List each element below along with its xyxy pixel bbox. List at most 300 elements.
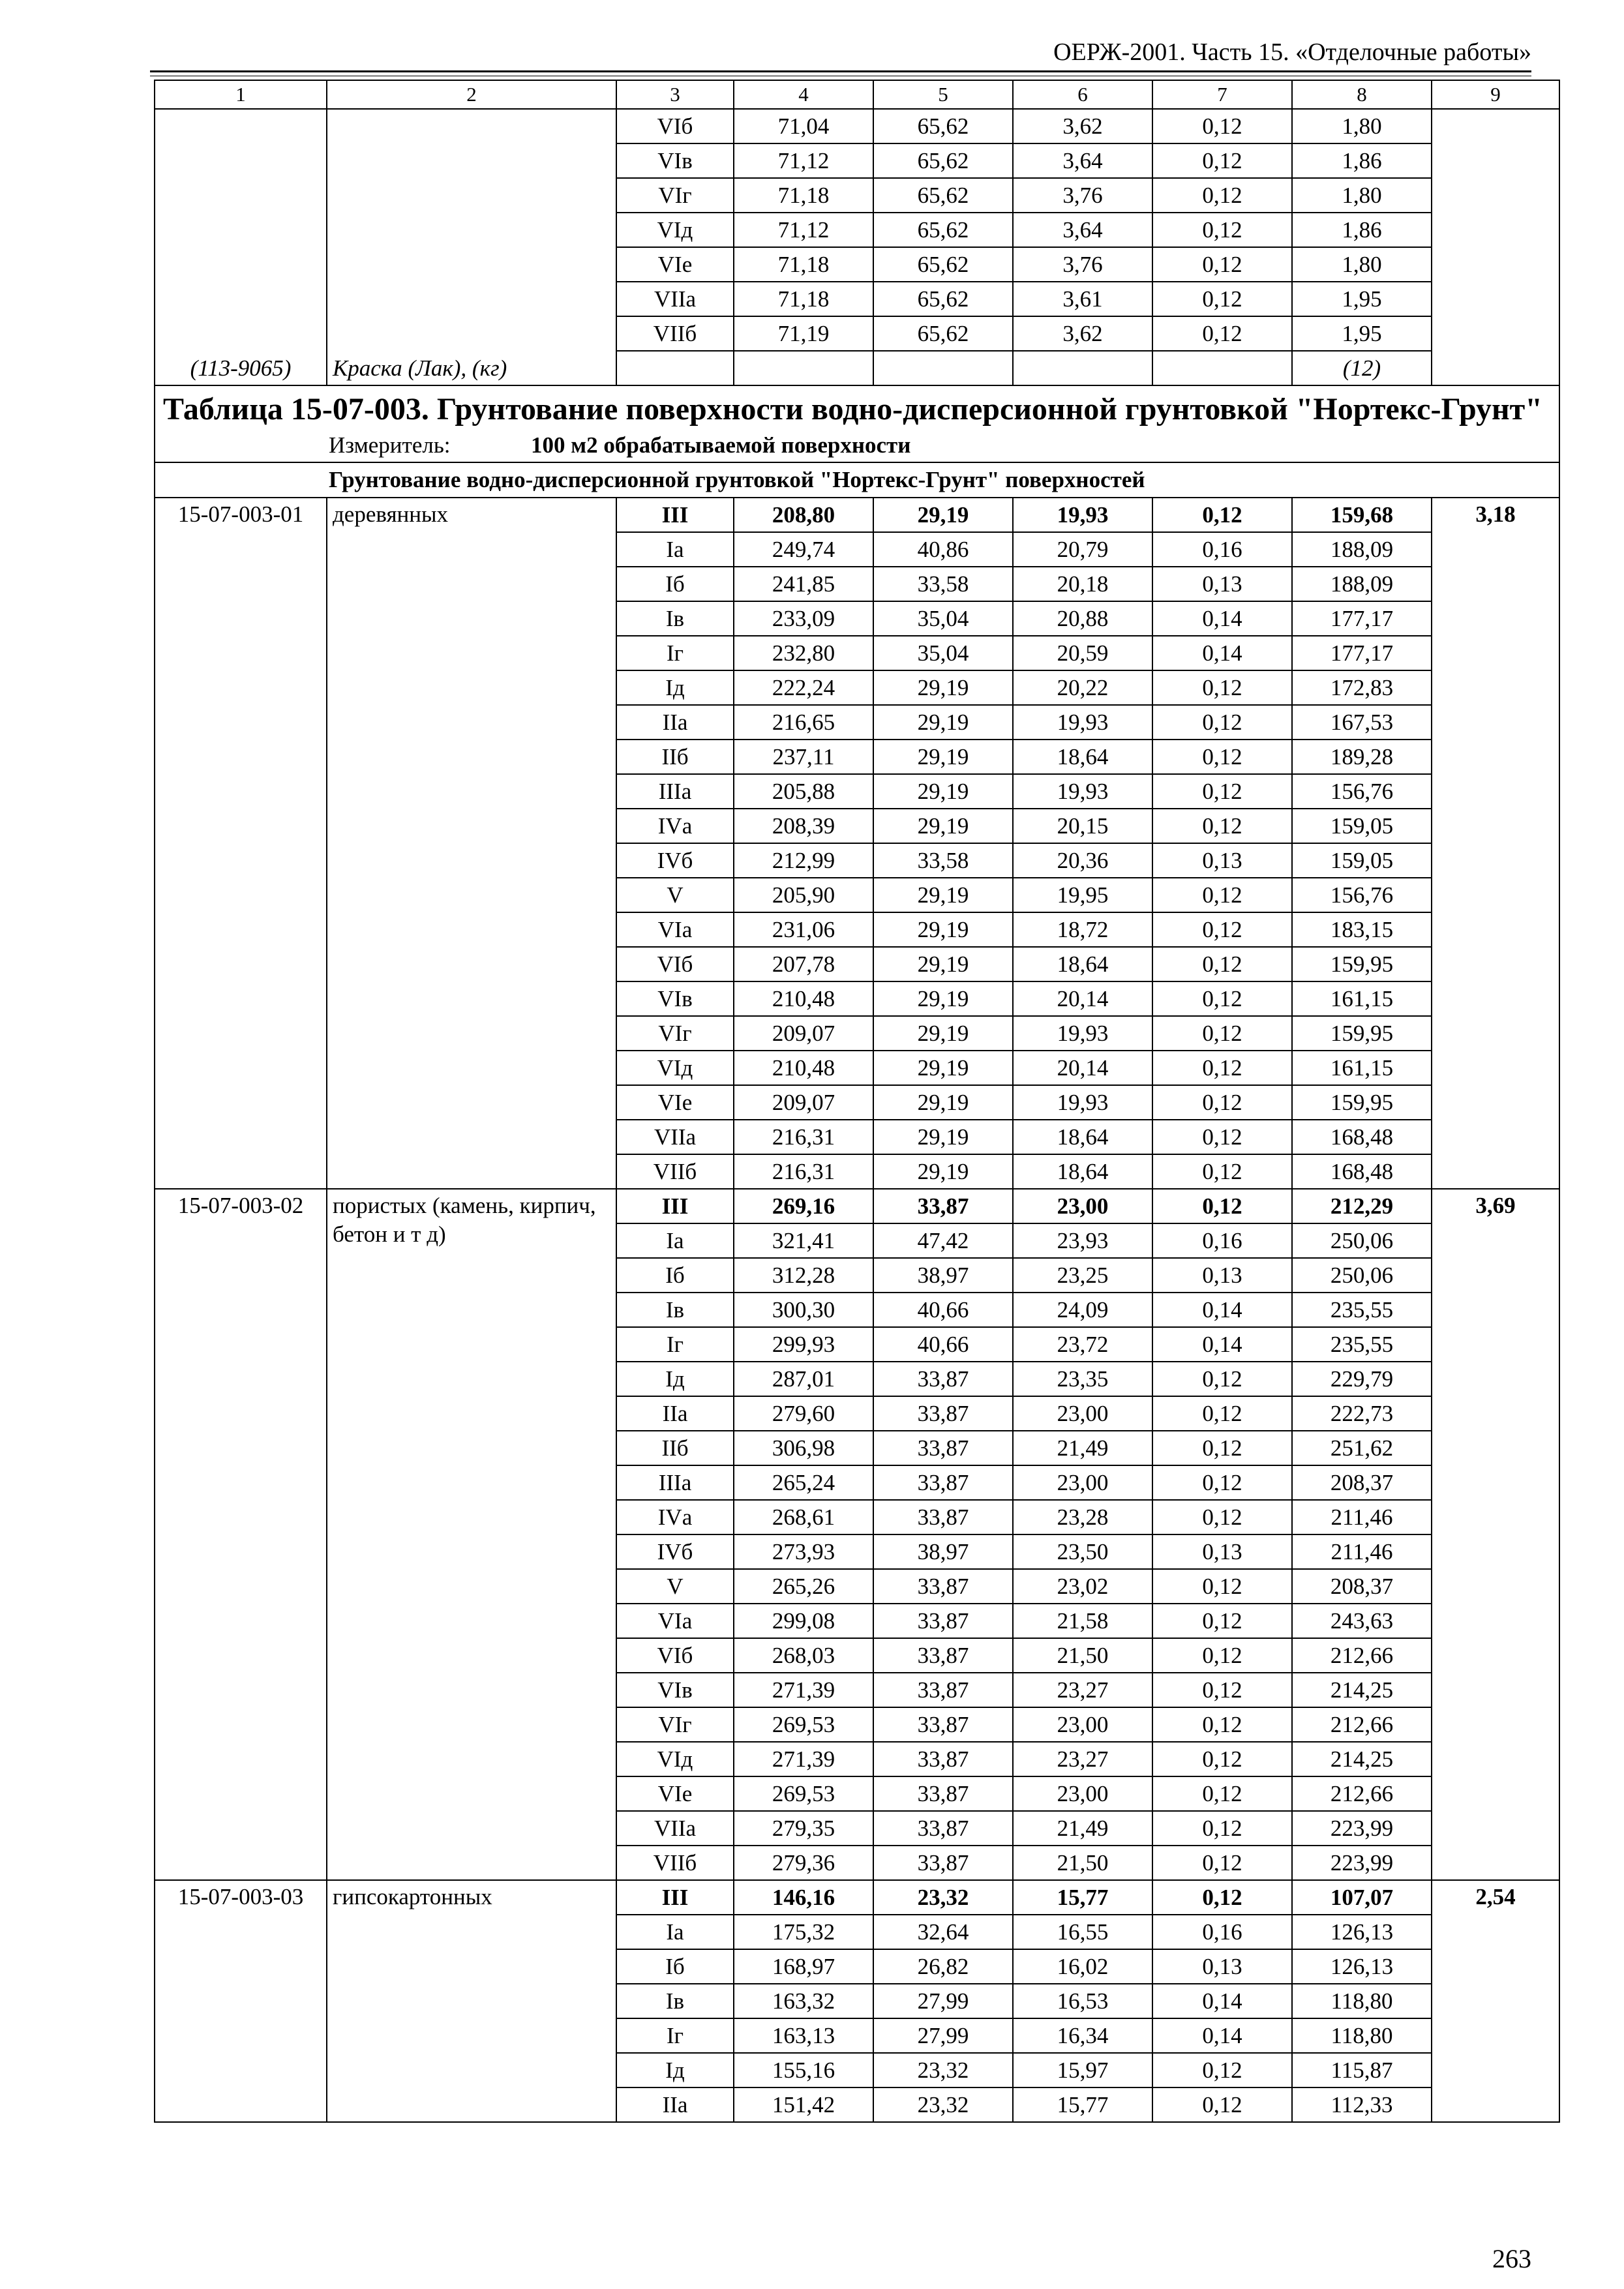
table-cell: 1,95 bbox=[1292, 316, 1432, 351]
table-cell: 161,15 bbox=[1292, 1051, 1432, 1085]
table-cell: 33,87 bbox=[873, 1362, 1013, 1396]
table-cell: 40,66 bbox=[873, 1327, 1013, 1362]
table-cell: 243,63 bbox=[1292, 1604, 1432, 1638]
table-cell: 24,09 bbox=[1013, 1293, 1152, 1327]
table-cell: 0,12 bbox=[1152, 1396, 1292, 1431]
table-cell: 1,80 bbox=[1292, 178, 1432, 213]
table-cell: 33,87 bbox=[873, 1673, 1013, 1707]
table-cell: 118,80 bbox=[1292, 1984, 1432, 2018]
table-cell: 249,74 bbox=[734, 532, 873, 567]
table-cell: VIг bbox=[616, 1016, 734, 1051]
table-cell: 19,93 bbox=[1013, 1016, 1152, 1051]
table-cell: 23,28 bbox=[1013, 1500, 1152, 1534]
table-cell: VIIа bbox=[616, 1120, 734, 1154]
table-cell: 29,19 bbox=[873, 1085, 1013, 1120]
table-cell: 3,62 bbox=[1013, 316, 1152, 351]
table-cell: 20,59 bbox=[1013, 636, 1152, 670]
table-cell: 33,87 bbox=[873, 1742, 1013, 1776]
table-cell: 0,12 bbox=[1152, 1431, 1292, 1465]
table-cell: 1,80 bbox=[1292, 247, 1432, 282]
table-cell: 159,95 bbox=[1292, 1016, 1432, 1051]
table-cell: VIд bbox=[616, 213, 734, 247]
code-cell bbox=[155, 109, 327, 351]
table-cell: 0,12 bbox=[1152, 1742, 1292, 1776]
table-cell: 18,64 bbox=[1013, 1154, 1152, 1189]
table-cell: 299,08 bbox=[734, 1604, 873, 1638]
table-cell: 23,32 bbox=[873, 1880, 1013, 1915]
table-cell: III bbox=[616, 1880, 734, 1915]
table-cell: 205,90 bbox=[734, 878, 873, 912]
table-cell: 0,12 bbox=[1152, 1120, 1292, 1154]
empty-cell bbox=[616, 351, 734, 385]
table-cell: 15,77 bbox=[1013, 2087, 1152, 2122]
table-cell: 216,31 bbox=[734, 1120, 873, 1154]
table-cell: 0,12 bbox=[1152, 1880, 1292, 1915]
table-cell: 159,68 bbox=[1292, 498, 1432, 532]
rates-table bbox=[154, 80, 1560, 2123]
table-cell: 65,62 bbox=[873, 282, 1013, 316]
table-cell: 16,55 bbox=[1013, 1915, 1152, 1949]
table-cell: 0,12 bbox=[1152, 1051, 1292, 1085]
table-cell: 265,26 bbox=[734, 1569, 873, 1604]
table-cell: 271,39 bbox=[734, 1673, 873, 1707]
table-cell: 16,34 bbox=[1013, 2018, 1152, 2053]
table-cell: IIа bbox=[616, 1396, 734, 1431]
table-cell: 0,12 bbox=[1152, 1846, 1292, 1880]
table-cell: 3,64 bbox=[1013, 213, 1152, 247]
table-cell: 65,62 bbox=[873, 213, 1013, 247]
table-cell: VIб bbox=[616, 109, 734, 143]
header-rule bbox=[150, 70, 1531, 72]
table-cell: 33,87 bbox=[873, 1189, 1013, 1223]
measure-row bbox=[155, 429, 1559, 462]
table-cell: 19,93 bbox=[1013, 498, 1152, 532]
table-cell: 33,87 bbox=[873, 1500, 1013, 1534]
table-cell: 33,87 bbox=[873, 1638, 1013, 1673]
table-cell: 29,19 bbox=[873, 705, 1013, 740]
table-cell: 33,87 bbox=[873, 1465, 1013, 1500]
column-number: 8 bbox=[1292, 80, 1432, 109]
table-cell: 0,13 bbox=[1152, 843, 1292, 878]
table-cell: 1,86 bbox=[1292, 213, 1432, 247]
table-cell: VIг bbox=[616, 1707, 734, 1742]
table-cell: 29,19 bbox=[873, 878, 1013, 912]
table-cell: V bbox=[616, 878, 734, 912]
table-cell: Iг bbox=[616, 2018, 734, 2053]
table-cell: 0,13 bbox=[1152, 1534, 1292, 1569]
page-number: 263 bbox=[1492, 2244, 1531, 2273]
table-cell: 279,60 bbox=[734, 1396, 873, 1431]
table-cell: 0,14 bbox=[1152, 1293, 1292, 1327]
table-cell: 29,19 bbox=[873, 1016, 1013, 1051]
table-cell: 265,24 bbox=[734, 1465, 873, 1500]
table-cell: 279,36 bbox=[734, 1846, 873, 1880]
table-cell: 0,12 bbox=[1152, 912, 1292, 947]
table-cell: 18,64 bbox=[1013, 947, 1152, 981]
table-cell: Iа bbox=[616, 532, 734, 567]
column-number: 5 bbox=[873, 80, 1013, 109]
table-cell: 0,12 bbox=[1152, 1604, 1292, 1638]
table-cell: 0,12 bbox=[1152, 247, 1292, 282]
table-cell: 18,72 bbox=[1013, 912, 1152, 947]
table-cell: VIа bbox=[616, 912, 734, 947]
table-cell: 16,02 bbox=[1013, 1949, 1152, 1984]
table-cell: 229,79 bbox=[1292, 1362, 1432, 1396]
table-cell: 21,50 bbox=[1013, 1846, 1152, 1880]
table-cell: 23,25 bbox=[1013, 1258, 1152, 1293]
table-cell: 18,64 bbox=[1013, 740, 1152, 774]
table-cell: 20,22 bbox=[1013, 670, 1152, 705]
table-cell: Iд bbox=[616, 1362, 734, 1396]
column-number: 3 bbox=[616, 80, 734, 109]
empty-cell bbox=[734, 351, 873, 385]
column-number: 7 bbox=[1152, 80, 1292, 109]
table-cell: 208,80 bbox=[734, 498, 873, 532]
table-cell: 19,93 bbox=[1013, 705, 1152, 740]
name-cell bbox=[327, 109, 616, 351]
table-cell: 287,01 bbox=[734, 1362, 873, 1396]
table-cell: 126,13 bbox=[1292, 1915, 1432, 1949]
table-cell: 19,93 bbox=[1013, 1085, 1152, 1120]
table-cell: 23,00 bbox=[1013, 1465, 1152, 1500]
table-cell: 183,15 bbox=[1292, 912, 1432, 947]
col9-value: 3,18 bbox=[1432, 498, 1559, 1189]
table-cell: 205,88 bbox=[734, 774, 873, 809]
table-cell: Iд bbox=[616, 670, 734, 705]
table-cell: 23,32 bbox=[873, 2087, 1013, 2122]
table-cell: 3,76 bbox=[1013, 247, 1152, 282]
table-cell: 214,25 bbox=[1292, 1742, 1432, 1776]
table-cell: 20,14 bbox=[1013, 981, 1152, 1016]
table-cell: 168,48 bbox=[1292, 1154, 1432, 1189]
measure-value: 100 м2 обрабатываемой поверхности bbox=[531, 432, 911, 458]
table-cell: 251,62 bbox=[1292, 1431, 1432, 1465]
table-cell: 29,19 bbox=[873, 981, 1013, 1016]
table-cell: 23,72 bbox=[1013, 1327, 1152, 1362]
table-cell: 118,80 bbox=[1292, 2018, 1432, 2053]
table-cell: 241,85 bbox=[734, 567, 873, 601]
table-cell: 20,88 bbox=[1013, 601, 1152, 636]
table-cell: 27,99 bbox=[873, 2018, 1013, 2053]
table-cell: 159,95 bbox=[1292, 1085, 1432, 1120]
col9-value: 2,54 bbox=[1432, 1880, 1559, 2122]
table-cell: 71,18 bbox=[734, 282, 873, 316]
table-cell: 15,97 bbox=[1013, 2053, 1152, 2087]
table-cell: VIIа bbox=[616, 282, 734, 316]
table-cell: 208,37 bbox=[1292, 1465, 1432, 1500]
table-row bbox=[155, 109, 1559, 143]
table-cell: 177,17 bbox=[1292, 601, 1432, 636]
table-cell: 312,28 bbox=[734, 1258, 873, 1293]
table-cell: 3,64 bbox=[1013, 143, 1152, 178]
table-cell: 65,62 bbox=[873, 178, 1013, 213]
table-cell: 212,66 bbox=[1292, 1638, 1432, 1673]
table-cell: 0,13 bbox=[1152, 567, 1292, 601]
table-cell: 216,31 bbox=[734, 1154, 873, 1189]
table-cell: IVа bbox=[616, 1500, 734, 1534]
column-number: 1 bbox=[155, 80, 327, 109]
table-cell: Iв bbox=[616, 601, 734, 636]
table-cell: 33,87 bbox=[873, 1569, 1013, 1604]
table-cell: 21,58 bbox=[1013, 1604, 1152, 1638]
table-cell: 222,73 bbox=[1292, 1396, 1432, 1431]
table-cell: 3,76 bbox=[1013, 178, 1152, 213]
table-cell: 0,12 bbox=[1152, 1569, 1292, 1604]
table-cell: VIе bbox=[616, 1776, 734, 1811]
table-cell: 23,02 bbox=[1013, 1569, 1152, 1604]
table-cell: Iб bbox=[616, 1258, 734, 1293]
table-cell: 268,03 bbox=[734, 1638, 873, 1673]
table-cell: 0,12 bbox=[1152, 1154, 1292, 1189]
table-cell: 29,19 bbox=[873, 498, 1013, 532]
table-cell: 0,12 bbox=[1152, 213, 1292, 247]
table-cell: Iд bbox=[616, 2053, 734, 2087]
table-cell: 0,12 bbox=[1152, 1016, 1292, 1051]
table-cell: III bbox=[616, 1189, 734, 1223]
table-cell: 38,97 bbox=[873, 1258, 1013, 1293]
table-cell: 19,95 bbox=[1013, 878, 1152, 912]
table-cell: 0,12 bbox=[1152, 2087, 1292, 2122]
table-cell: 223,99 bbox=[1292, 1811, 1432, 1846]
table-cell: IVа bbox=[616, 809, 734, 843]
table-cell: 233,09 bbox=[734, 601, 873, 636]
table-cell: 0,12 bbox=[1152, 143, 1292, 178]
table-cell: 0,13 bbox=[1152, 1949, 1292, 1984]
table-cell: 235,55 bbox=[1292, 1293, 1432, 1327]
table-cell: 33,87 bbox=[873, 1707, 1013, 1742]
table-cell: 23,35 bbox=[1013, 1362, 1152, 1396]
measure-label: Измеритель: bbox=[329, 432, 451, 458]
table-cell: 47,42 bbox=[873, 1223, 1013, 1258]
table-cell: 279,35 bbox=[734, 1811, 873, 1846]
table-title-row bbox=[155, 385, 1559, 429]
table-cell: 212,66 bbox=[1292, 1776, 1432, 1811]
table-cell: 20,18 bbox=[1013, 567, 1152, 601]
table-cell: 321,41 bbox=[734, 1223, 873, 1258]
table-cell: 163,13 bbox=[734, 2018, 873, 2053]
table-cell: 0,13 bbox=[1152, 1258, 1292, 1293]
table-cell: 156,76 bbox=[1292, 878, 1432, 912]
table-cell: 0,12 bbox=[1152, 1189, 1292, 1223]
table-cell: 0,12 bbox=[1152, 878, 1292, 912]
table-cell: 167,53 bbox=[1292, 705, 1432, 740]
table-cell: 250,06 bbox=[1292, 1223, 1432, 1258]
table-cell: 40,86 bbox=[873, 532, 1013, 567]
table-cell: 112,33 bbox=[1292, 2087, 1432, 2122]
table-cell: 0,12 bbox=[1152, 981, 1292, 1016]
table-cell: VIе bbox=[616, 1085, 734, 1120]
subheading-row bbox=[155, 462, 1559, 498]
table-cell: 19,93 bbox=[1013, 774, 1152, 809]
table-cell: 20,79 bbox=[1013, 532, 1152, 567]
table-cell: 23,50 bbox=[1013, 1534, 1152, 1569]
table-cell: 188,09 bbox=[1292, 567, 1432, 601]
table-cell: 1,86 bbox=[1292, 143, 1432, 178]
table-cell: 0,12 bbox=[1152, 1362, 1292, 1396]
table-cell: IIIа bbox=[616, 774, 734, 809]
table-cell: 211,46 bbox=[1292, 1534, 1432, 1569]
work-name: пористых (камень, кирпич, бетон и т д) bbox=[327, 1189, 616, 1880]
table-cell: 231,06 bbox=[734, 912, 873, 947]
table-cell: 216,65 bbox=[734, 705, 873, 740]
table-cell: 0,12 bbox=[1152, 2053, 1292, 2087]
table-cell: 65,62 bbox=[873, 316, 1013, 351]
table-cell: 23,00 bbox=[1013, 1776, 1152, 1811]
table-cell: 0,12 bbox=[1152, 178, 1292, 213]
table-cell: VIIа bbox=[616, 1811, 734, 1846]
table-cell: 29,19 bbox=[873, 912, 1013, 947]
table-cell: 20,36 bbox=[1013, 843, 1152, 878]
table-cell: 33,87 bbox=[873, 1604, 1013, 1638]
table-cell: 29,19 bbox=[873, 670, 1013, 705]
table-cell: 189,28 bbox=[1292, 740, 1432, 774]
table-cell: IVб bbox=[616, 843, 734, 878]
table-cell: 18,64 bbox=[1013, 1120, 1152, 1154]
resource-code: (113-9065) bbox=[155, 351, 327, 385]
table-cell: 235,55 bbox=[1292, 1327, 1432, 1362]
work-name: гипсокартонных bbox=[327, 1880, 616, 2122]
table-cell: 115,87 bbox=[1292, 2053, 1432, 2087]
col9-cell bbox=[1432, 109, 1559, 351]
table-cell: 33,87 bbox=[873, 1811, 1013, 1846]
table-cell: 0,12 bbox=[1152, 109, 1292, 143]
column-number: 9 bbox=[1432, 80, 1559, 109]
table-cell: 209,07 bbox=[734, 1085, 873, 1120]
table-cell: 212,66 bbox=[1292, 1707, 1432, 1742]
table-cell: IIа bbox=[616, 705, 734, 740]
table-cell: 159,95 bbox=[1292, 947, 1432, 981]
table-cell: 71,19 bbox=[734, 316, 873, 351]
table-cell: 20,15 bbox=[1013, 809, 1152, 843]
table-cell: 299,93 bbox=[734, 1327, 873, 1362]
table-cell: 210,48 bbox=[734, 1051, 873, 1085]
table-cell: Iв bbox=[616, 1984, 734, 2018]
table-cell: 29,19 bbox=[873, 740, 1013, 774]
rate-code: 15-07-003-03 bbox=[155, 1880, 327, 2122]
table-cell: 29,19 bbox=[873, 1051, 1013, 1085]
table-cell: VIв bbox=[616, 143, 734, 178]
table-cell: 65,62 bbox=[873, 247, 1013, 282]
table-cell: III bbox=[616, 498, 734, 532]
table-cell: 188,09 bbox=[1292, 532, 1432, 567]
table-cell: 159,05 bbox=[1292, 843, 1432, 878]
resource-row bbox=[155, 351, 1559, 385]
table-cell: 0,12 bbox=[1152, 282, 1292, 316]
empty-cell bbox=[873, 351, 1013, 385]
table-cell: 208,39 bbox=[734, 809, 873, 843]
table-cell: 27,99 bbox=[873, 1984, 1013, 2018]
table-cell: 21,50 bbox=[1013, 1638, 1152, 1673]
table-cell: VIб bbox=[616, 947, 734, 981]
table-cell: 38,97 bbox=[873, 1534, 1013, 1569]
table-cell: 23,27 bbox=[1013, 1742, 1152, 1776]
table-cell: 271,39 bbox=[734, 1742, 873, 1776]
table-cell: 0,12 bbox=[1152, 1776, 1292, 1811]
table-cell: 32,64 bbox=[873, 1915, 1013, 1949]
table-cell: Iг bbox=[616, 1327, 734, 1362]
table-cell: Iб bbox=[616, 567, 734, 601]
table-cell: 210,48 bbox=[734, 981, 873, 1016]
table-cell: 212,99 bbox=[734, 843, 873, 878]
table-cell: IVб bbox=[616, 1534, 734, 1569]
table-cell: 40,66 bbox=[873, 1293, 1013, 1327]
table-cell: 0,12 bbox=[1152, 774, 1292, 809]
table-row bbox=[155, 498, 1559, 532]
table-cell: 177,17 bbox=[1292, 636, 1432, 670]
column-number: 6 bbox=[1013, 80, 1152, 109]
table-cell: 146,16 bbox=[734, 1880, 873, 1915]
table-cell: 0,16 bbox=[1152, 532, 1292, 567]
empty-cell bbox=[1432, 351, 1559, 385]
table-cell: 21,49 bbox=[1013, 1431, 1152, 1465]
table-cell: 0,12 bbox=[1152, 1673, 1292, 1707]
table-cell: 35,04 bbox=[873, 601, 1013, 636]
table-row bbox=[155, 1189, 1559, 1223]
table-cell: 0,14 bbox=[1152, 1327, 1292, 1362]
table-cell: 3,61 bbox=[1013, 282, 1152, 316]
column-number: 2 bbox=[327, 80, 616, 109]
table-cell: 211,46 bbox=[1292, 1500, 1432, 1534]
table-cell: 168,48 bbox=[1292, 1120, 1432, 1154]
table-cell: 0,12 bbox=[1152, 1465, 1292, 1500]
empty-cell bbox=[1152, 351, 1292, 385]
table-cell: 232,80 bbox=[734, 636, 873, 670]
table-cell: 212,29 bbox=[1292, 1189, 1432, 1223]
table-cell: 214,25 bbox=[1292, 1673, 1432, 1707]
table-cell: 237,11 bbox=[734, 740, 873, 774]
table-cell: 20,14 bbox=[1013, 1051, 1152, 1085]
table-cell: VIв bbox=[616, 981, 734, 1016]
rate-code: 15-07-003-01 bbox=[155, 498, 327, 1189]
table-cell: 269,53 bbox=[734, 1707, 873, 1742]
table-cell: IIб bbox=[616, 1431, 734, 1465]
table-cell: 151,42 bbox=[734, 2087, 873, 2122]
table-cell: VIв bbox=[616, 1673, 734, 1707]
table-cell: 0,14 bbox=[1152, 2018, 1292, 2053]
table-cell: 0,12 bbox=[1152, 1638, 1292, 1673]
table-cell: 175,32 bbox=[734, 1915, 873, 1949]
table-cell: VIа bbox=[616, 1604, 734, 1638]
table-cell: 3,62 bbox=[1013, 109, 1152, 143]
table-cell: 0,12 bbox=[1152, 670, 1292, 705]
table-cell: 29,19 bbox=[873, 1120, 1013, 1154]
table-cell: 33,58 bbox=[873, 567, 1013, 601]
table-cell: 33,87 bbox=[873, 1776, 1013, 1811]
table-cell: Iг bbox=[616, 636, 734, 670]
table-cell: 23,32 bbox=[873, 2053, 1013, 2087]
table-cell: 65,62 bbox=[873, 143, 1013, 178]
table-cell: 71,12 bbox=[734, 143, 873, 178]
table-cell: 0,12 bbox=[1152, 947, 1292, 981]
table-cell: 168,97 bbox=[734, 1949, 873, 1984]
subheading-cell bbox=[155, 462, 1559, 498]
table-cell: 33,58 bbox=[873, 843, 1013, 878]
table-cell: 1,95 bbox=[1292, 282, 1432, 316]
table-cell: VIб bbox=[616, 1638, 734, 1673]
table-cell: 269,53 bbox=[734, 1776, 873, 1811]
empty-cell bbox=[1013, 351, 1152, 385]
table-cell: 0,14 bbox=[1152, 601, 1292, 636]
table-cell: 23,00 bbox=[1013, 1189, 1152, 1223]
table-cell: 300,30 bbox=[734, 1293, 873, 1327]
table-cell: IIб bbox=[616, 740, 734, 774]
table-cell: 35,04 bbox=[873, 636, 1013, 670]
table-cell: 33,87 bbox=[873, 1431, 1013, 1465]
table-cell: 29,19 bbox=[873, 947, 1013, 981]
resource-value: (12) bbox=[1292, 351, 1432, 385]
table-cell: 23,93 bbox=[1013, 1223, 1152, 1258]
table-cell: 29,19 bbox=[873, 809, 1013, 843]
